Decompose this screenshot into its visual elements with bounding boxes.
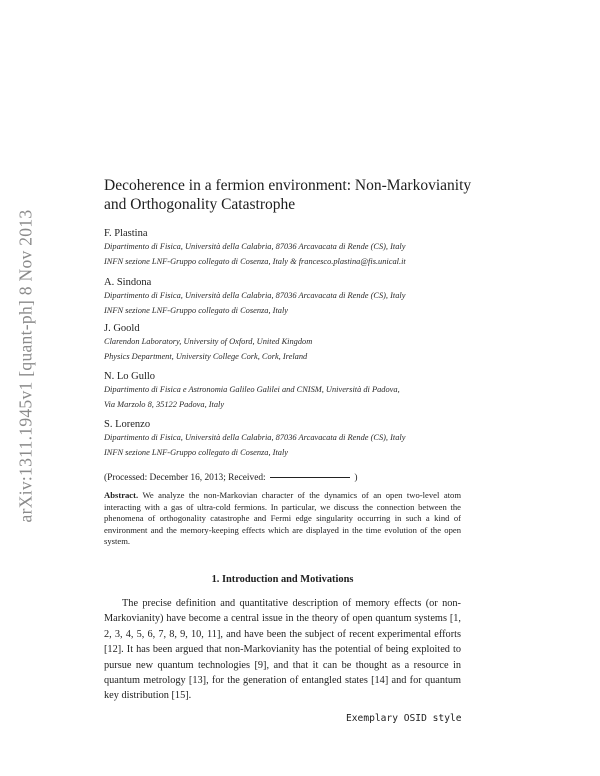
affiliation-line: Dipartimento di Fisica, Università della Calabria, 87036 Arcavacata di Rende (CS), Italy bbox=[104, 291, 406, 300]
author-name: S. Lorenzo bbox=[104, 419, 151, 430]
affiliation-line: Physics Department, University College Cork, Cork, Ireland bbox=[104, 352, 308, 361]
body-text bbox=[104, 596, 461, 704]
processed-suffix: ) bbox=[354, 473, 358, 483]
body-paragraph: The precise definition and quantitative description of memory effects (or non-Markovianity) have become a central issue in the theory of open quantum systems [1, 2, 3, 4, 5, 6, 7, 8, 9, 10, 11], and have been the subject of recent experimental efforts [12]. It has been argued that non-Markovianity has the potential of being exploited to pursue new quantum technologies [9], and that it can be thought as a resource in quantum metrology [13], for the generation of entangled states [14] and for quantum key distribution [15]. bbox=[104, 598, 461, 702]
processed-date bbox=[104, 473, 357, 483]
author-name: J. Goold bbox=[104, 323, 140, 334]
abstract-text: We analyze the non-Markovian character of the dynamics of an open two-level atom interacting with a gas of ultra-cold fermions. In particular, we discuss the connection between the phenomena of orthogonality catastrophe and Fermi edge singularity occurring in such a kind of environment and the memory-keeping effects which are displayed in the time evolution of the open system. bbox=[104, 490, 462, 547]
author-affiliation bbox=[104, 239, 484, 269]
author-affiliation bbox=[104, 334, 484, 364]
author-affiliation bbox=[104, 382, 484, 412]
affiliation-line: Dipartimento di Fisica, Università della Calabria, 87036 Arcavacata di Rende (CS), Italy bbox=[104, 242, 406, 251]
abstract-label: Abstract. bbox=[104, 490, 139, 500]
author-affiliation bbox=[104, 430, 484, 460]
affiliation-line: INFN sezione LNF-Gruppo collegato di Cosenza, Italy & francesco.plastina@fis.unical.it bbox=[104, 257, 406, 266]
author-name: F. Plastina bbox=[104, 228, 148, 239]
title-line-1: Decoherence in a fermion environment: Non-Markovianity bbox=[104, 177, 472, 194]
processed-prefix: (Processed: December 16, 2013; Received: bbox=[104, 473, 266, 483]
section-heading: 1. Introduction and Motivations bbox=[211, 574, 354, 585]
affiliation-line: Via Marzolo 8, 35122 Padova, Italy bbox=[104, 400, 225, 409]
title-line-2: and Orthogonality Catastrophe bbox=[104, 196, 296, 213]
affiliation-line: Dipartimento di Fisica, Università della Calabria, 87036 Arcavacata di Rende (CS), Italy bbox=[104, 433, 406, 442]
affiliation-line: INFN sezione LNF-Gruppo collegato di Cosenza, Italy bbox=[104, 448, 289, 457]
arxiv-sidebar-stamp bbox=[8, 186, 44, 546]
arxiv-id: arXiv:1311.1945v1 [quant-ph] 8 Nov 2013 bbox=[15, 209, 36, 523]
footer-style-note: Exemplary OSID style bbox=[346, 713, 462, 724]
received-date-blank bbox=[270, 477, 350, 478]
author-name: A. Sindona bbox=[104, 277, 152, 288]
abstract bbox=[104, 490, 461, 548]
paper-title bbox=[104, 176, 484, 214]
author-name: N. Lo Gullo bbox=[104, 371, 156, 382]
author-affiliation bbox=[104, 288, 484, 318]
affiliation-line: Dipartimento di Fisica e Astronomia Galileo Galilei and CNISM, Università di Padova, bbox=[104, 385, 400, 394]
affiliation-line: INFN sezione LNF-Gruppo collegato di Cosenza, Italy bbox=[104, 306, 289, 315]
affiliation-line: Clarendon Laboratory, University of Oxford, United Kingdom bbox=[104, 337, 313, 346]
